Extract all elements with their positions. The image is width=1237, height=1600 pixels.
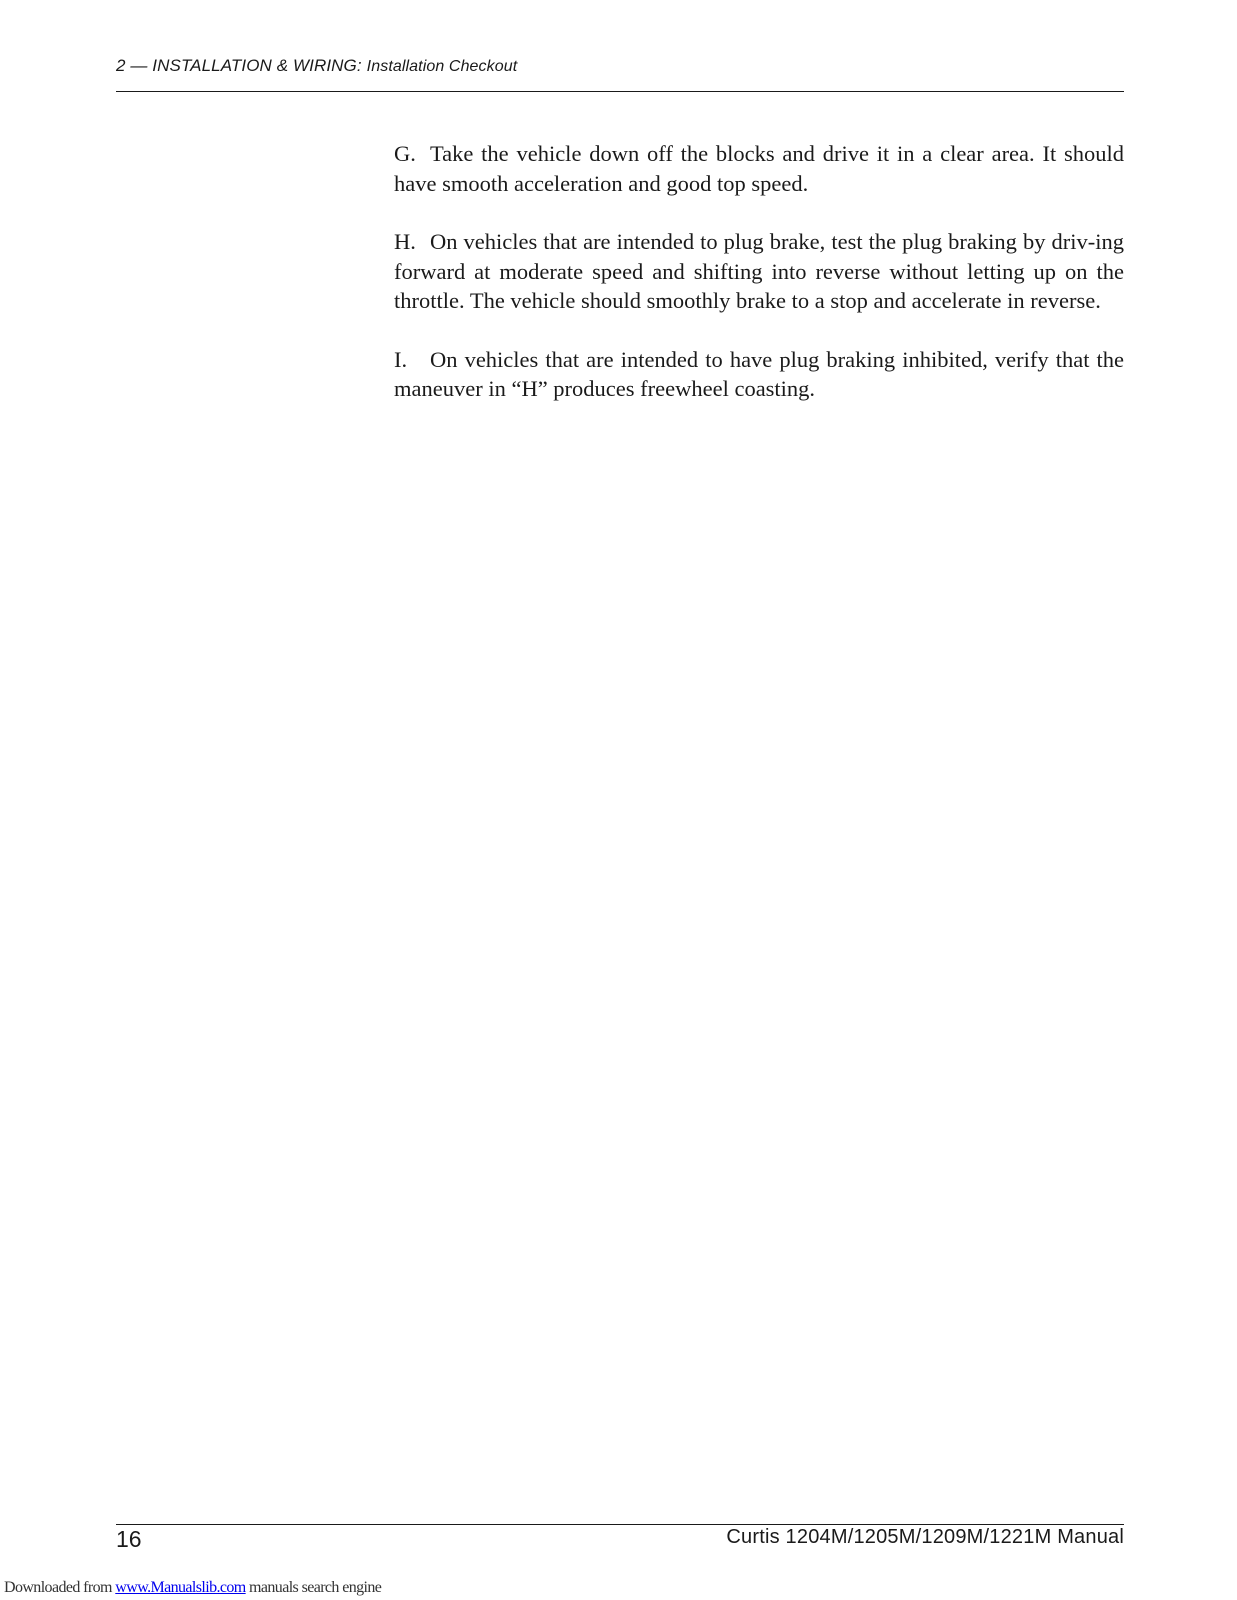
manualslib-link[interactable]: www.Manualslib.com <box>115 1579 246 1596</box>
step-h <box>394 227 1124 316</box>
step-i <box>394 345 1124 404</box>
step-marker: G. <box>394 141 416 166</box>
manual-title: Curtis 1204M/1205M/1209M/1221M Manual <box>726 1526 1124 1548</box>
step-marker: I. <box>394 346 408 372</box>
step-g <box>394 139 1124 198</box>
section-title: 2 — INSTALLATION & WIRING: <box>116 56 362 75</box>
header-rule <box>116 91 1124 92</box>
checkout-steps <box>394 139 1124 433</box>
download-prefix: Downloaded from <box>4 1579 112 1596</box>
step-text: On vehicles that are intended to plug brake, test the plug braking by driv-ing forward at moderate speed and shifting into reverse without letting up on the throttle. The vehicle should smoothly brake to a stop and accelerate in reverse. <box>394 229 1124 313</box>
running-head <box>116 56 517 76</box>
step-text: Take the vehicle down off the blocks and drive it in a clear area. It should have smooth acceleration and good top speed. <box>394 141 1124 196</box>
download-suffix: manuals search engine <box>245 1579 382 1596</box>
footer-rule <box>116 1524 1124 1525</box>
page-number: 16 <box>116 1526 142 1552</box>
step-marker: H. <box>394 229 416 254</box>
subsection-title: Installation Checkout <box>366 58 518 75</box>
download-notice <box>4 1579 381 1597</box>
step-text: On vehicles that are intended to have plug braking inhibited, verify that the maneuver in “H” produces freewheel coasting. <box>394 346 1124 401</box>
